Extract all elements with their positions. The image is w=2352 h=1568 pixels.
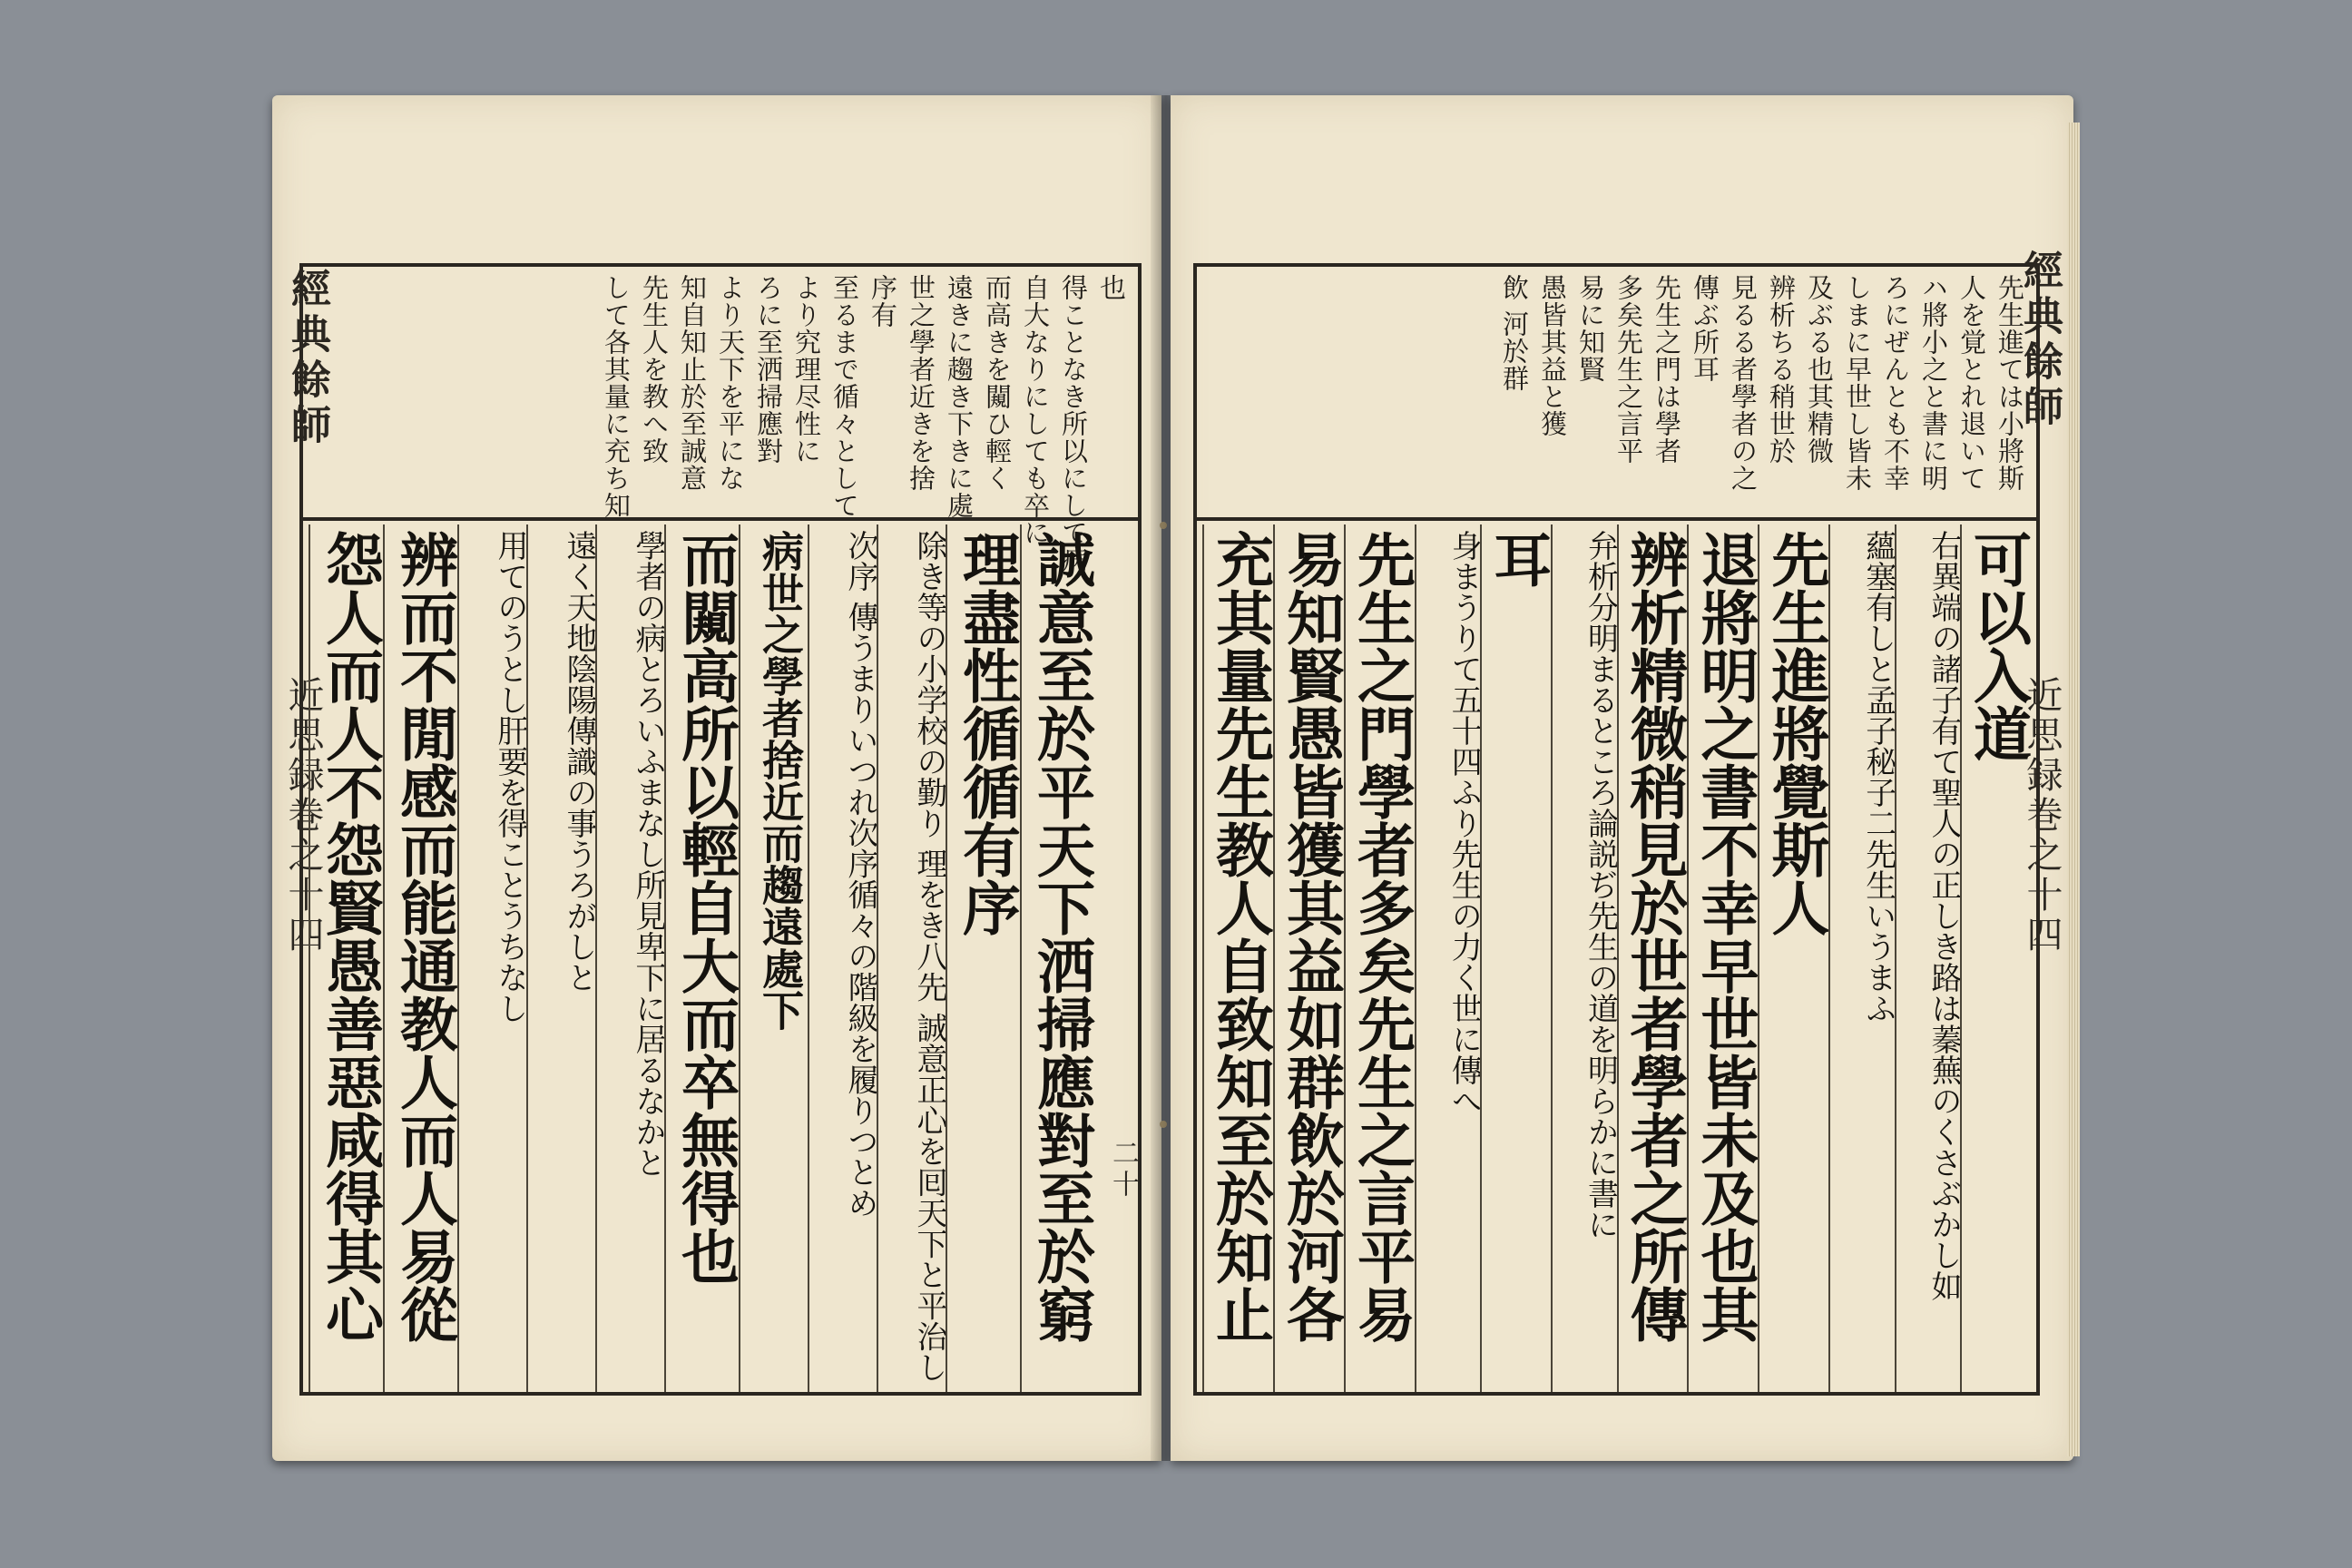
commentary-line: 知自知止於至誠意	[677, 274, 708, 492]
left-page	[272, 95, 1161, 1461]
left-margin-chapter: 近思録巻之十四	[282, 676, 324, 956]
gloss-column: 遠く天地陰陽傳識の事うろがしと	[526, 524, 595, 1392]
main-text-column: 怨人而人不怨賢愚善惡咸得其心	[309, 524, 383, 1392]
commentary-line: より天下を平にな	[715, 274, 746, 492]
main-text-column: 退將明之書不幸早世皆未及也其	[1687, 524, 1758, 1392]
gloss-column: 除き等の小学校の勤り 理をき八先 誠意正心を囘天下と平治し	[877, 524, 946, 1392]
right-page	[1171, 95, 2073, 1461]
left-commentary-block	[303, 267, 1138, 573]
commentary-line: 見るる者學者の之	[1728, 274, 1759, 492]
gloss-column: 身まうりて五十四ふり先生の力く世に傳へ	[1415, 524, 1480, 1392]
commentary-line: 而高きを闚ひ輕く	[982, 274, 1013, 492]
commentary-line: 先生人を教へ致	[639, 274, 670, 465]
gloss-column: 蘊塞有しと孟子秘子二先生いうまふ	[1828, 524, 1894, 1392]
commentary-line: より究理尽性に	[791, 274, 822, 465]
left-main-text	[303, 524, 1138, 1392]
gloss-column: 右異端の諸子有て聖人の正しき路は蓁蕪のくさぶかし如	[1895, 524, 1960, 1392]
commentary-line: 先生進ては小將斯	[1994, 274, 2025, 492]
commentary-line: ろにぜんとも不幸	[1880, 274, 1911, 492]
main-text-column: 理盡性循循有序	[946, 524, 1020, 1392]
main-text-column: 充其量先生教人自致知至於知止	[1202, 524, 1273, 1392]
main-text-column: 易知賢愚皆獲其益如群飲於河各	[1273, 524, 1344, 1392]
right-main-text	[1197, 524, 2036, 1392]
gloss-column: 用てのうとし肝要を得ことうちなし	[457, 524, 526, 1392]
binding-thread-hole	[1160, 1121, 1167, 1128]
gloss-column: 弁析分明まるところ論説ぢ先生の道を明らかに書に	[1551, 524, 1616, 1392]
open-book	[272, 95, 2078, 1465]
commentary-line: しまに早世し皆未	[1842, 274, 1873, 492]
commentary-line: 辨析ちる稍世於	[1766, 274, 1797, 465]
main-text-column: 誠意至於平天下洒掃應對至於窮	[1020, 524, 1094, 1392]
left-margin-page-number: 二十	[1107, 1139, 1139, 1200]
commentary-line: 遠きに趨き下きに處	[944, 274, 975, 519]
commentary-line: 世之學者近きを捨	[906, 274, 936, 492]
main-text-column: 辨而不閒感而能通教人而人易從	[383, 524, 457, 1392]
commentary-line: 愚皆其益と獲	[1537, 274, 1568, 437]
commentary-line: 得ことなき所以にして病	[1058, 274, 1089, 573]
main-text-column: 先生之門學者多矣先生之言平易	[1344, 524, 1415, 1392]
commentary-line: 傳ぶ所耳	[1690, 274, 1720, 383]
gloss-column: 次序 傳うまりいつれ次序循々の階級を履りつとめ	[808, 524, 877, 1392]
commentary-line: 人を覚とれ退いて	[1956, 274, 1987, 492]
right-margin-chapter: 近思録巻之十四	[2021, 676, 2063, 956]
main-text-column: 而闚高所以輕自大而卒無得也	[664, 524, 739, 1392]
gloss-column: 學者の病とろいふまなし所見卑下に居るなかと	[595, 524, 664, 1392]
page-stack-edge	[2067, 122, 2080, 1456]
main-text-column: 辨析精微稍見於世者學者之所傳	[1617, 524, 1688, 1392]
main-text-column: 先生進將覺斯人	[1758, 524, 1828, 1392]
left-margin-title: 經典餘師	[284, 268, 330, 449]
commentary-line: 多矣先生之言平	[1613, 274, 1644, 465]
right-margin-title: 經典餘師	[2016, 250, 2063, 431]
commentary-line: 易に知賢	[1575, 274, 1606, 383]
binding-thread-hole	[1160, 522, 1167, 529]
commentary-line: 自大なりにしても卒に	[1020, 274, 1051, 546]
commentary-line: 至るまで循々として	[829, 274, 860, 519]
commentary-line: ろに至洒掃應對	[753, 274, 784, 465]
commentary-line: 序有	[867, 274, 898, 328]
commentary-line: 飲 河於群	[1499, 274, 1530, 393]
main-text-column: 可以入道	[1960, 524, 2031, 1392]
commentary-line: 及ぶる也其精微	[1804, 274, 1835, 465]
commentary-line: 先生之門は學者	[1651, 274, 1682, 465]
left-text-frame	[299, 263, 1142, 1396]
commentary-line: ハ將小之と書に明	[1918, 274, 1949, 492]
right-text-frame	[1193, 263, 2040, 1396]
main-text-column: 病世之學者捨近而趨遠處下	[739, 524, 808, 1392]
commentary-line: 也	[1096, 274, 1127, 301]
commentary-line: して各其量に充ち知	[601, 274, 632, 519]
right-commentary-block	[1197, 267, 2036, 521]
main-text-column: 耳	[1480, 524, 1551, 1392]
